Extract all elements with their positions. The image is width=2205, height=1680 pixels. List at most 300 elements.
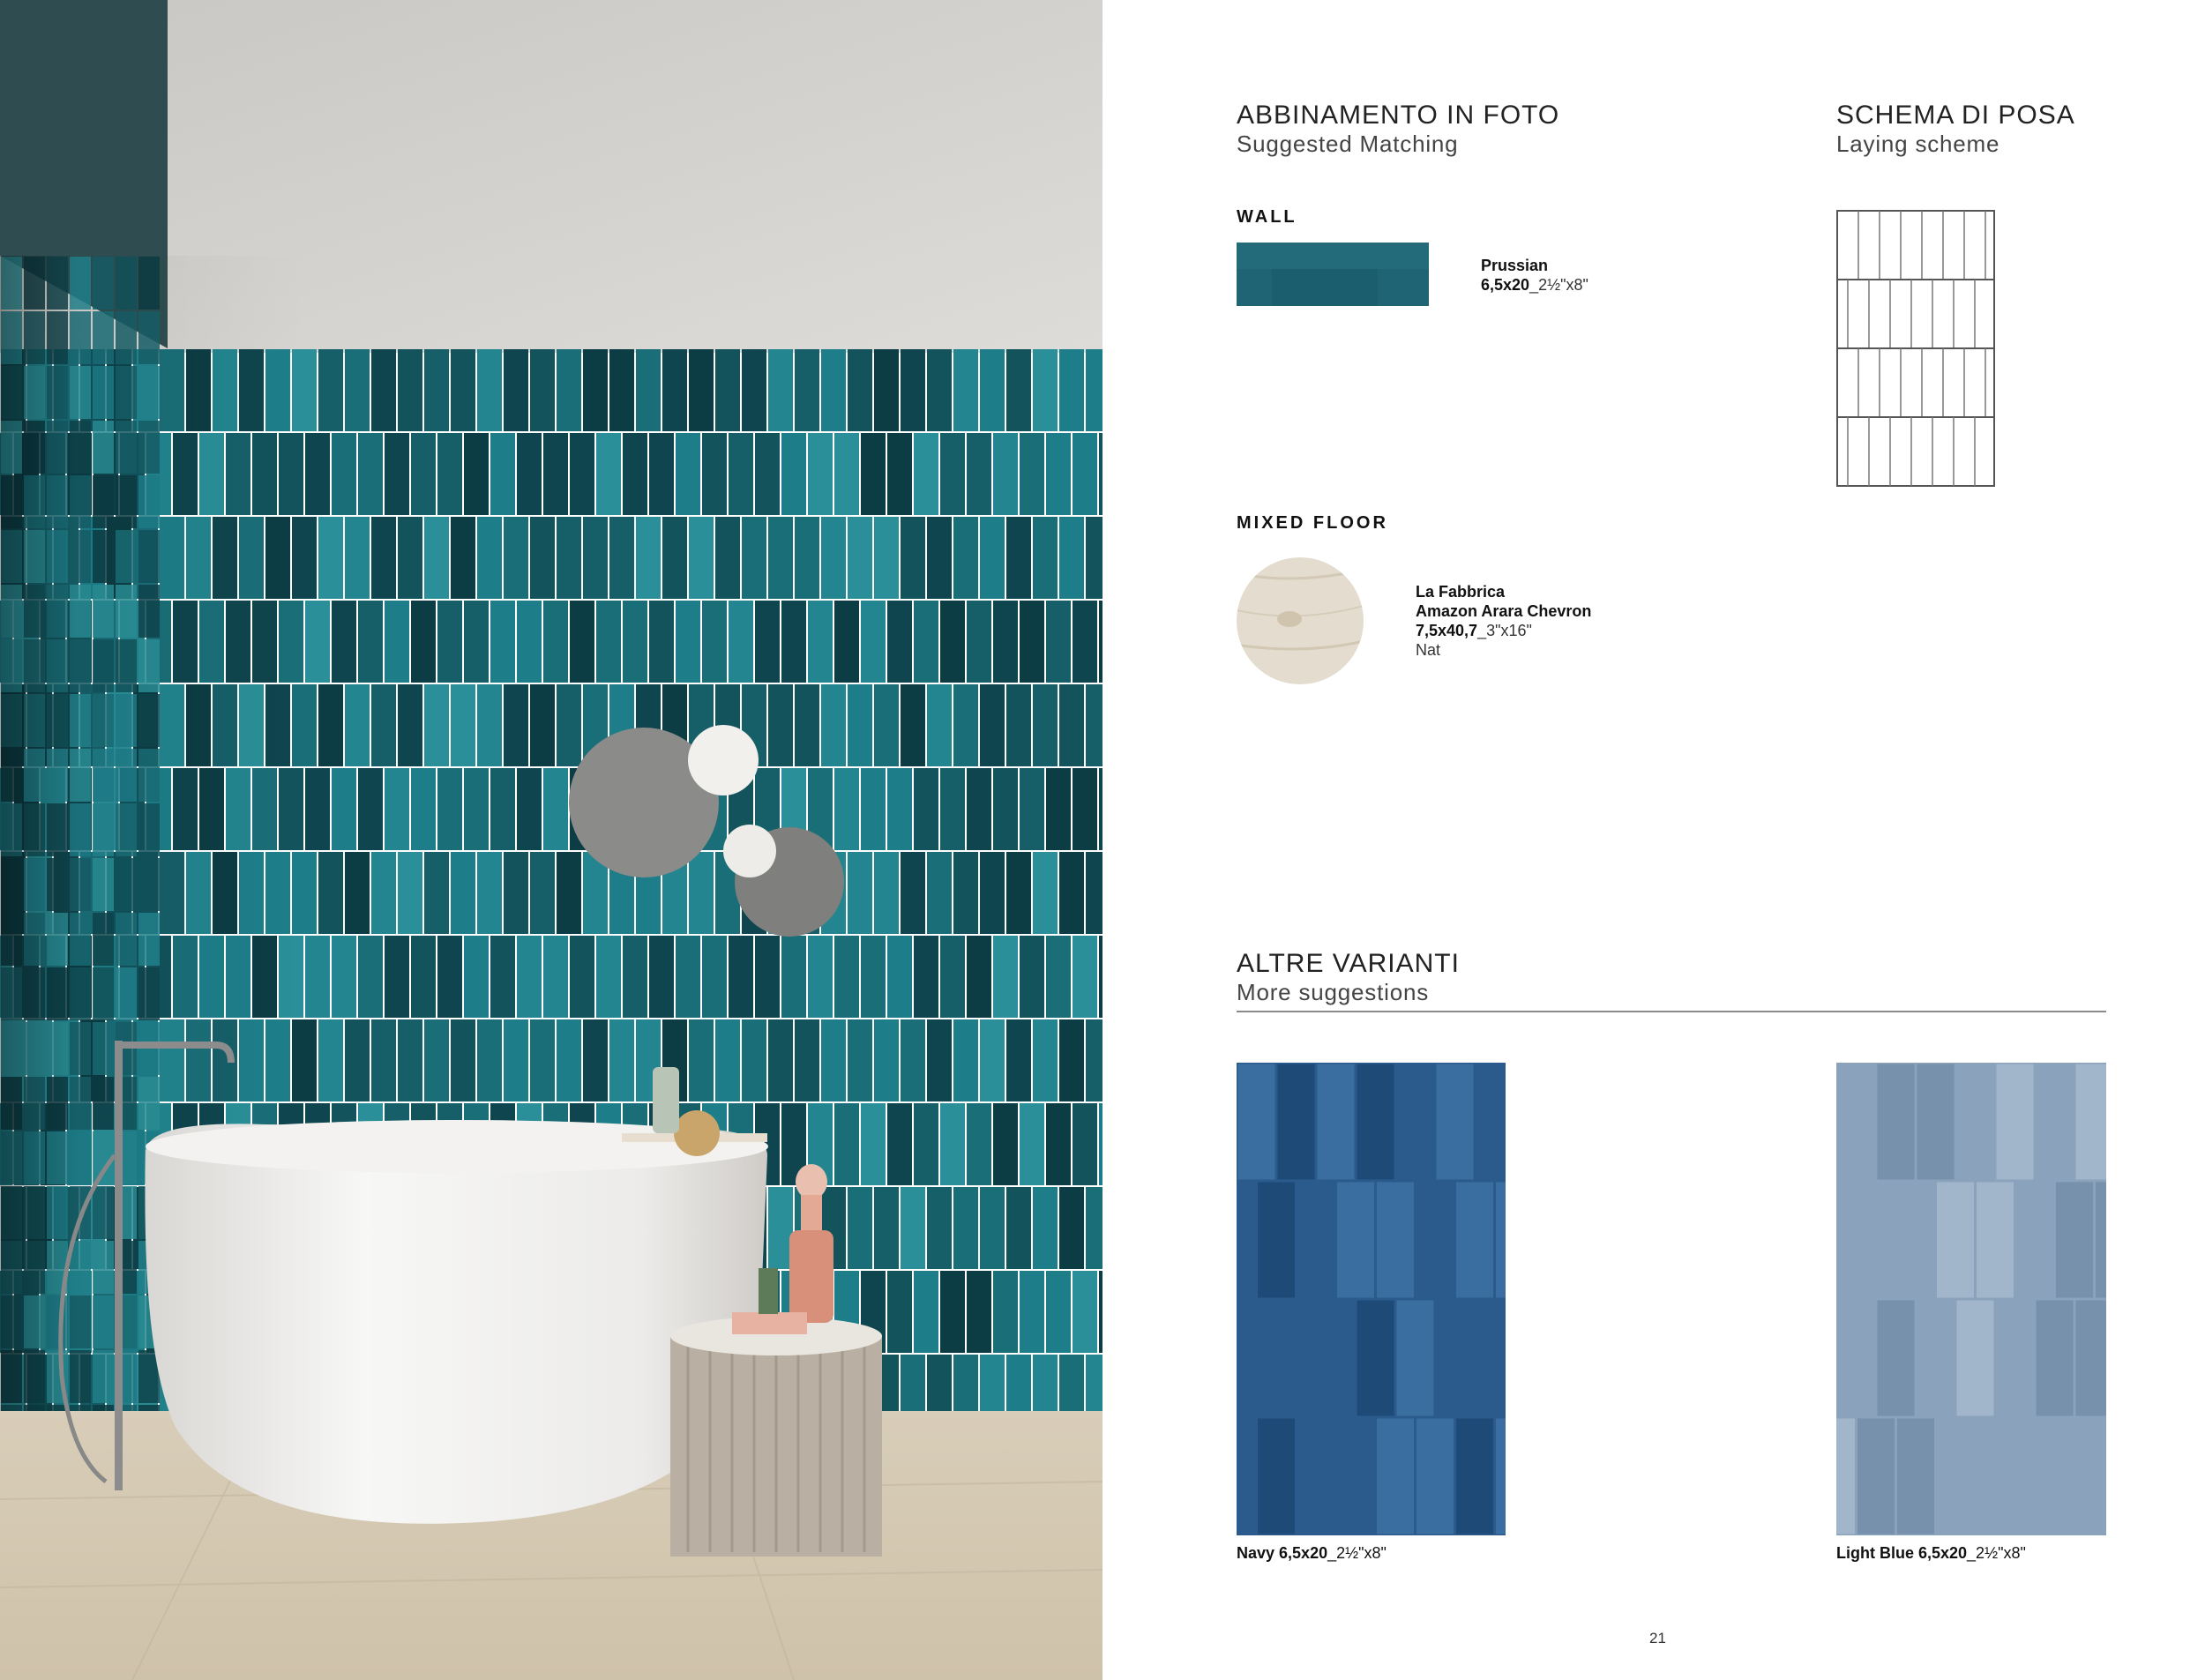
floor-finish: Nat: [1416, 641, 1441, 659]
variant-tile: [1437, 1301, 1474, 1416]
wall-tile: [1033, 349, 1058, 431]
wall-tile: [980, 517, 1005, 599]
wall-tile: [437, 433, 462, 515]
wall-tile: [887, 433, 912, 515]
wall-tile: [887, 936, 912, 1018]
wall-tile: [821, 349, 846, 431]
variant-tile: [1838, 1064, 1875, 1180]
wall-tile: [596, 601, 621, 683]
variant-tile: [2056, 1183, 2093, 1298]
wall-tile: [596, 936, 621, 1018]
wall-tile: [953, 684, 978, 766]
wall-tile: [848, 1019, 872, 1101]
wall-tile: [993, 1271, 1018, 1353]
wall-tile: [927, 684, 952, 766]
variant-tile: [1917, 1064, 1955, 1180]
floor-size-line: [1416, 621, 1591, 640]
wall-tile: [504, 684, 528, 766]
variant-tile: [2016, 1419, 2053, 1534]
variant-tile: [1337, 1183, 1374, 1298]
wall-tile: [398, 349, 422, 431]
wall-tile: [1006, 517, 1031, 599]
wall-tile-swatch: [1237, 243, 1429, 306]
laying-scheme-diagram: [1836, 210, 1995, 491]
variant-tile: [1836, 1183, 1855, 1298]
wall-tile: [1020, 433, 1044, 515]
wall-tile: [940, 768, 965, 850]
wall-tile: [424, 1019, 449, 1101]
wall-tile: [1020, 936, 1044, 1018]
wood-texture: [1237, 557, 1364, 684]
wall-tile: [424, 517, 449, 599]
wall-tile: [874, 349, 899, 431]
wall-tile: [517, 433, 542, 515]
wall-tile: [980, 349, 1005, 431]
wall-tile: [464, 433, 489, 515]
wall-tile: [689, 517, 714, 599]
wall-tile: [861, 1103, 886, 1185]
wall-tile: [1033, 517, 1058, 599]
wall-tile: [557, 517, 581, 599]
wall-tile: [834, 936, 859, 1018]
variant-tile: [1237, 1183, 1255, 1298]
wall-tile: [530, 852, 555, 934]
variant-tile: [1957, 1064, 1994, 1180]
laying-title: SCHEMA DI POSA: [1836, 101, 2075, 130]
wall-tile: [424, 349, 449, 431]
wall-tile: [901, 517, 925, 599]
variant-navy-name: Navy 6,5x20: [1237, 1544, 1328, 1562]
wall-tile: [623, 433, 647, 515]
wall-tile: [808, 433, 833, 515]
wall-tile: [1059, 1187, 1084, 1269]
wall-product-size: 6,5x20: [1481, 276, 1530, 294]
wall-tile: [940, 433, 965, 515]
floor-imperial: _3"x16": [1477, 622, 1532, 639]
wall-tile: [940, 601, 965, 683]
wall-tile: [318, 852, 343, 934]
wall-tile: [517, 601, 542, 683]
floor-brand: La Fabbrica: [1416, 583, 1506, 601]
wall-tile: [993, 936, 1018, 1018]
variant-tile: [2037, 1301, 2074, 1416]
variant-tile: [1318, 1301, 1355, 1416]
wall-tile: [821, 1019, 846, 1101]
wall-tile: [318, 517, 343, 599]
wall-tile: [371, 349, 396, 431]
wall-tile: [887, 768, 912, 850]
wall-tile: [609, 1019, 634, 1101]
wall-tile: [490, 433, 515, 515]
wall-tile: [861, 601, 886, 683]
wall-tile: [1033, 852, 1058, 934]
wall-tile: [834, 1103, 859, 1185]
wall-tile: [451, 852, 475, 934]
wall-tile: [729, 601, 753, 683]
wall-tile: [530, 349, 555, 431]
wall-tile: [1099, 433, 1102, 515]
wall-product-imperial: _2½"x8": [1529, 276, 1588, 294]
wall-tile: [437, 936, 462, 1018]
wall-tile: [1059, 852, 1084, 934]
wall-tile: [887, 1103, 912, 1185]
wall-tile: [1006, 684, 1031, 766]
wall-tile: [689, 349, 714, 431]
variant-tile: [2037, 1064, 2074, 1180]
wall-tile: [1033, 1019, 1058, 1101]
wall-tile: [702, 936, 727, 1018]
wall-tile: [1099, 768, 1102, 850]
floor-label: MIXED FLOOR: [1237, 513, 1388, 533]
wall-tile: [332, 433, 356, 515]
variant-tile: [1318, 1064, 1355, 1180]
wall-tile: [927, 349, 952, 431]
wall-tile: [1073, 936, 1097, 1018]
variant-tile: [1397, 1301, 1434, 1416]
wall-tile: [1006, 852, 1031, 934]
variant-tile: [1337, 1419, 1374, 1534]
wall-tile: [848, 1187, 872, 1269]
wall-tile: [345, 852, 370, 934]
wall-tile: [967, 768, 991, 850]
wall-tile: [914, 768, 938, 850]
variant-tile: [1897, 1419, 1934, 1534]
wall-tile: [345, 517, 370, 599]
wall-tile: [451, 349, 475, 431]
wall-tile: [702, 433, 727, 515]
wall-tile: [437, 601, 462, 683]
variant-tile: [2016, 1183, 2053, 1298]
wall-tile: [385, 936, 409, 1018]
wall-tile: [332, 601, 356, 683]
wall-tile: [1046, 936, 1071, 1018]
wall-product-size-line: [1481, 275, 1588, 295]
wall-tile: [398, 517, 422, 599]
variant-tile: [1937, 1183, 1974, 1298]
wall-tile: [742, 1019, 766, 1101]
wall-tile: [424, 684, 449, 766]
wall-tile: [993, 1103, 1018, 1185]
wall-tile: [967, 936, 991, 1018]
wall-tile: [940, 936, 965, 1018]
wall-tile: [768, 349, 793, 431]
wall-tile: [411, 601, 436, 683]
wall-product-info: [1481, 256, 1588, 295]
wall-tile: [901, 1187, 925, 1269]
wall-tile: [914, 936, 938, 1018]
wall-tile: [901, 852, 925, 934]
wall-tile: [411, 433, 436, 515]
variant-tile: [1838, 1301, 1875, 1416]
wall-tile: [1059, 349, 1084, 431]
variant-tile: [1416, 1183, 1454, 1298]
wall-tile: [980, 684, 1005, 766]
wall-tile: [305, 433, 330, 515]
wall-tile: [689, 852, 714, 934]
wall-tile: [385, 601, 409, 683]
wall-tile: [993, 768, 1018, 850]
wall-tile: [451, 517, 475, 599]
variant-tile: [1456, 1183, 1493, 1298]
variant-tile: [1897, 1183, 1934, 1298]
wall-tile: [953, 349, 978, 431]
variant-tile: [1278, 1301, 1315, 1416]
variant-tile: [1496, 1419, 1506, 1534]
wall-tile: [530, 684, 555, 766]
wall-swatch-texture: [1237, 243, 1429, 306]
wall-tile: [1046, 768, 1071, 850]
variant-tile: [1857, 1183, 1895, 1298]
variant-tile: [1437, 1064, 1474, 1180]
wall-tile: [729, 936, 753, 1018]
variant-tile: [1997, 1064, 2034, 1180]
wall-tile: [848, 517, 872, 599]
wall-tile: [464, 601, 489, 683]
floor-product-info: [1416, 582, 1591, 660]
wall-tile: [345, 349, 370, 431]
wall-tile: [557, 852, 581, 934]
wall-tile: [874, 684, 899, 766]
wall-tile: [808, 936, 833, 1018]
wall-tile: [1099, 601, 1102, 683]
wall-tile: [504, 349, 528, 431]
wall-tile: [953, 517, 978, 599]
wall-tile: [1073, 768, 1097, 850]
wall-tile: [914, 1271, 938, 1353]
wall-tile: [1086, 684, 1102, 766]
wall-tile: [530, 1019, 555, 1101]
wall-tile: [1020, 768, 1044, 850]
wall-tile: [570, 936, 594, 1018]
variant-lightblue-swatch: [1836, 1063, 2106, 1540]
wall-tile: [1033, 1187, 1058, 1269]
variant-tile: [2096, 1183, 2106, 1298]
wall-tile: [768, 1187, 793, 1269]
variants-divider: [1237, 1011, 2106, 1012]
variant-tile: [1357, 1301, 1394, 1416]
page-number: 21: [1649, 1630, 1666, 1646]
wall-tile: [464, 936, 489, 1018]
wall-tile: [543, 936, 568, 1018]
wall-tile: [477, 852, 502, 934]
wall-tile: [914, 433, 938, 515]
wall-tile: [715, 349, 740, 431]
wall-tile: [914, 1103, 938, 1185]
wall-tile: [1086, 349, 1102, 431]
variant-tile: [1357, 1064, 1394, 1180]
wall-tile: [557, 349, 581, 431]
wall-tile: [874, 1019, 899, 1101]
wall-tile: [1059, 684, 1084, 766]
variant-tile: [2096, 1419, 2106, 1534]
wall-tile: [609, 349, 634, 431]
wall-tile: [1020, 1103, 1044, 1185]
wall-tile: [398, 1019, 422, 1101]
variants-title: ALTRE VARIANTI: [1237, 949, 1460, 978]
wall-tile: [781, 601, 806, 683]
wall-product-name: Prussian: [1481, 257, 1549, 274]
wall-tile: [967, 433, 991, 515]
wall-tile: [570, 433, 594, 515]
matching-subtitle: Suggested Matching: [1237, 131, 1459, 157]
wall-tile: [953, 1187, 978, 1269]
wall-tile: [490, 936, 515, 1018]
wall-tile: [848, 852, 872, 934]
wall-tile: [662, 517, 687, 599]
wall-tile: [504, 1019, 528, 1101]
wall-tile: [834, 601, 859, 683]
wall-tile: [927, 1019, 952, 1101]
wall-tile: [385, 768, 409, 850]
wall-tile: [543, 768, 568, 850]
variant-tile: [1456, 1419, 1493, 1534]
wall-tile: [887, 601, 912, 683]
wall-tile: [490, 768, 515, 850]
wall-tile: [557, 1019, 581, 1101]
wall-tile: [490, 601, 515, 683]
variant-tile: [1278, 1064, 1315, 1180]
wall-tile: [781, 936, 806, 1018]
wall-tile: [570, 601, 594, 683]
wall-tile: [834, 768, 859, 850]
variant-navy-imperial: _2½"x8": [1327, 1544, 1387, 1562]
wall-tile: [305, 936, 330, 1018]
variant-tile: [1237, 1419, 1255, 1534]
wall-tile: [451, 1019, 475, 1101]
wall-tile: [371, 517, 396, 599]
wall-tile: [861, 433, 886, 515]
wall-tile: [1006, 1187, 1031, 1269]
wall-tile: [993, 601, 1018, 683]
wall-tile: [848, 349, 872, 431]
wall-tile: [1006, 349, 1031, 431]
wall-tile: [358, 433, 383, 515]
wall-tile: [623, 936, 647, 1018]
wall-tile: [1059, 517, 1084, 599]
wall-tile: [702, 601, 727, 683]
wall-tile: [385, 433, 409, 515]
wall-tile: [1099, 936, 1102, 1018]
wall-tile: [967, 601, 991, 683]
wall-tile: [583, 517, 608, 599]
wall-tile: [609, 517, 634, 599]
wall-tile: [1073, 1103, 1097, 1185]
variant-tile: [2056, 1419, 2093, 1534]
wall-tile: [821, 684, 846, 766]
wall-tile: [649, 936, 674, 1018]
wall-tile: [636, 349, 661, 431]
variant-tile: [1977, 1183, 2014, 1298]
wall-tile: [358, 768, 383, 850]
wall-tile: [649, 601, 674, 683]
wall-tile: [967, 1103, 991, 1185]
wall-tile: [874, 852, 899, 934]
wall-tile: [1086, 852, 1102, 934]
variant-navy-caption: [1237, 1544, 1387, 1563]
variant-tile: [1496, 1183, 1506, 1298]
wall-tile: [305, 601, 330, 683]
wall-tile: [967, 1271, 991, 1353]
wall-tile: [318, 684, 343, 766]
variant-tile: [1857, 1419, 1895, 1534]
wall-tile: [821, 517, 846, 599]
wall-tile: [755, 936, 780, 1018]
wall-tile: [371, 852, 396, 934]
variant-tile: [2076, 1301, 2107, 1416]
wall-tile: [1099, 1271, 1102, 1353]
wall-tile: [636, 517, 661, 599]
wall-tile: [504, 517, 528, 599]
variant-tile: [1878, 1064, 1915, 1180]
wall-tile: [676, 936, 700, 1018]
variant-lightblue-imperial: _2½"x8": [1967, 1544, 2026, 1562]
wall-tile: [345, 684, 370, 766]
variant-tile: [1476, 1301, 1506, 1416]
wall-tile: [596, 433, 621, 515]
wall-tile: [662, 349, 687, 431]
wall-tile: [742, 517, 766, 599]
wall-tile: [848, 684, 872, 766]
variant-tile: [1397, 1064, 1434, 1180]
floor-size: 7,5x40,7: [1416, 622, 1478, 639]
wall-tile: [557, 684, 581, 766]
wall-tile: [927, 1187, 952, 1269]
wall-tile: [861, 936, 886, 1018]
wall-tile: [649, 433, 674, 515]
wall-tile: [1099, 1103, 1102, 1185]
wall-tile: [901, 684, 925, 766]
variant-tile: [1977, 1419, 2014, 1534]
wall-tile: [398, 852, 422, 934]
laying-subtitle: Laying scheme: [1836, 131, 2000, 157]
wall-tile: [1086, 1019, 1102, 1101]
wall-tile: [543, 433, 568, 515]
variant-tile: [1377, 1419, 1414, 1534]
wall-tile: [1020, 1271, 1044, 1353]
wall-tile: [980, 1187, 1005, 1269]
wall-tile: [477, 349, 502, 431]
wall-tile: [411, 768, 436, 850]
wall-tile: [940, 1103, 965, 1185]
wall-tile: [318, 349, 343, 431]
wall-tile: [755, 601, 780, 683]
wall-tile: [517, 936, 542, 1018]
wall-tile: [953, 852, 978, 934]
wall-tile: [887, 1271, 912, 1353]
variant-tile: [1258, 1419, 1295, 1534]
wall-tile: [318, 1019, 343, 1101]
variant-tile: [1238, 1064, 1275, 1180]
wall-tile: [795, 684, 819, 766]
wall-tile: [768, 684, 793, 766]
variant-tile: [1957, 1301, 1994, 1416]
wall-tile: [755, 433, 780, 515]
wall-tile: [795, 349, 819, 431]
wall-tile: [1046, 433, 1071, 515]
variant-tile: [1997, 1301, 2034, 1416]
wall-tile: [332, 936, 356, 1018]
floor-wood-swatch: [1237, 557, 1364, 684]
floor-product-name: Amazon Arara Chevron: [1416, 602, 1592, 620]
wall-label: WALL: [1237, 207, 1297, 227]
wall-tile: [1046, 601, 1071, 683]
wall-tile: [993, 433, 1018, 515]
wall-tile: [914, 601, 938, 683]
wall-tile: [437, 768, 462, 850]
wall-tile: [940, 1271, 965, 1353]
wall-tile: [371, 1019, 396, 1101]
wall-tile: [477, 1019, 502, 1101]
